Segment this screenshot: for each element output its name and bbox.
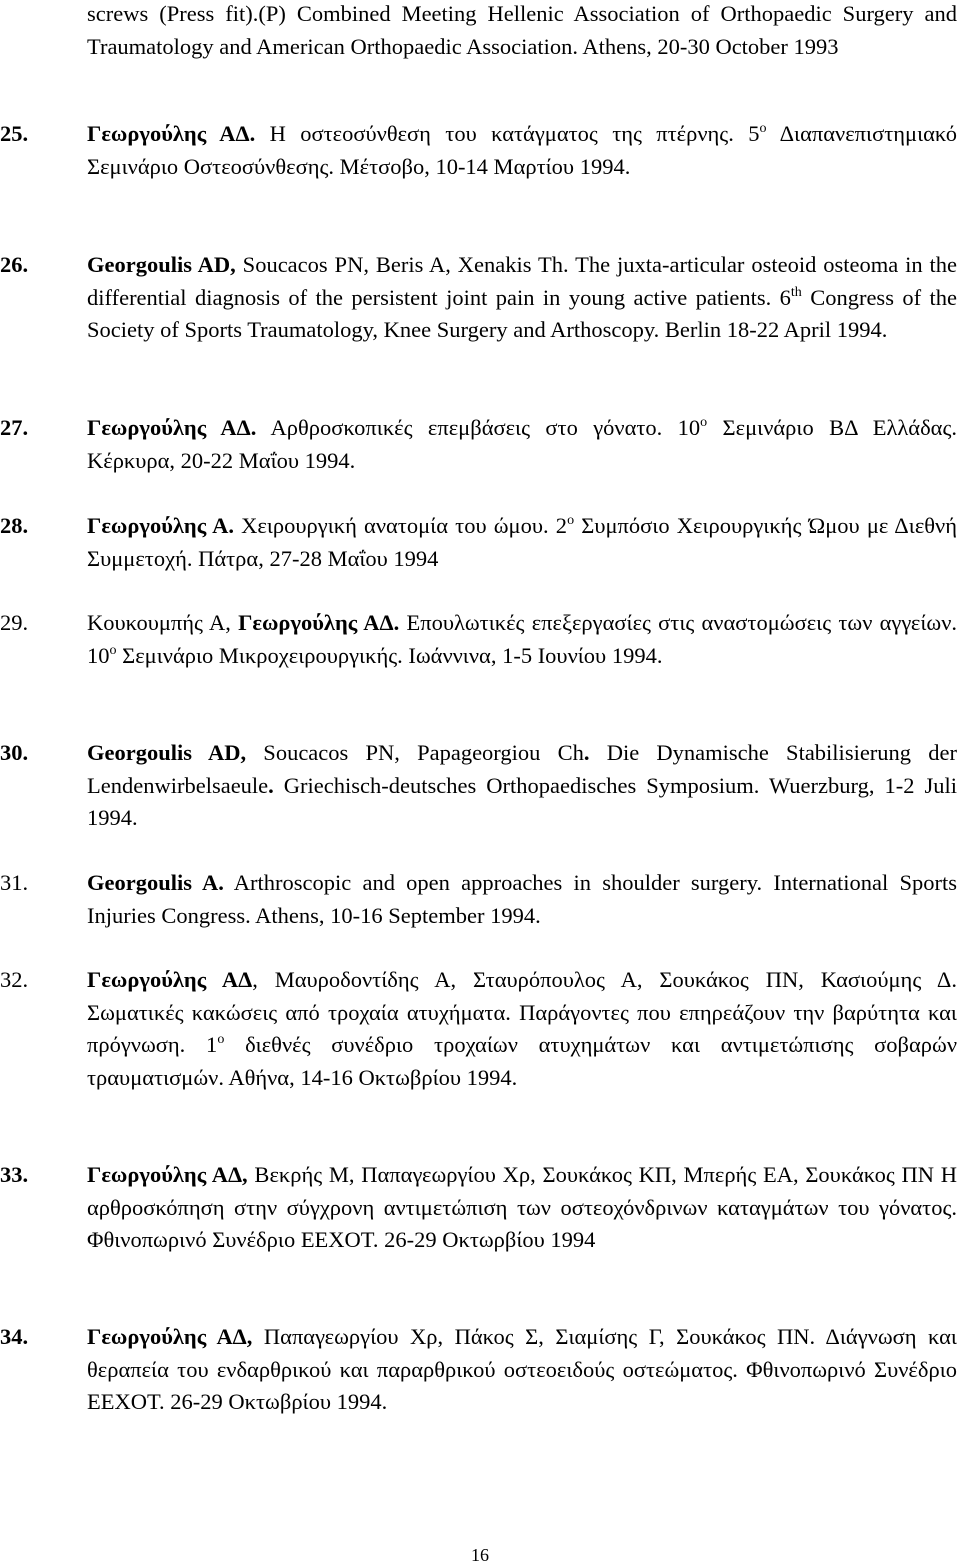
reference-item [0,412,957,477]
reference-text: Κουκουμπής Α, [87,610,239,635]
author-text: Georgoulis A. [87,870,224,895]
reference-number: 30. [0,740,29,765]
reference-number: 31. [0,870,29,895]
reference-item [0,867,957,932]
reference-text: Διαπανεπιστημιακό Σεμινάριο Οστεοσύνθεσης. Μέτσοβο, 10-14 Μαρτίου 1994. [87,121,957,179]
reference-item [0,118,957,183]
reference-text: Σεμινάριο Μικροχειρουργικής. Ιωάννινα, 1-5 Ιουνίου 1994. [116,642,663,668]
reference-text: Επουλωτικές επεξεργασίες στις αναστομώσεις των αγγείων. 10 [87,610,957,668]
superscript: ο [567,513,575,528]
reference-text: διεθνές συνέδριο τροχαίων ατυχημάτων και αντιμετώπισης σοβαρών τραυματισμών. Αθήνα, 14-16 Οκτωβρίου 1994. [87,1032,957,1090]
reference-number: 34. [0,1324,29,1349]
author-text: Γεωργούλης ΑΔ, [87,1162,248,1187]
reference-item [0,1321,957,1419]
reference-item [0,1159,957,1257]
reference-text: , Μαυροδοντίδης Α, Σταυρόπουλος Α, Σουκάκος ΠΝ, Κασιούμης Δ. Σωματικές κακώσεις από τροχαία ατυχήματα. Παράγοντες που επηρεάζουν την βαρύτητα και πρόγνωση. 1 [87,967,957,1057]
reference-number: 32. [0,967,29,992]
author-text: Γεωργούλης ΑΔ [87,967,253,992]
author-text: . [268,772,274,798]
reference-item [0,607,957,672]
reference-item [0,510,957,575]
reference-number: 28. [0,513,29,538]
continuation-text: screws (Press fit).(P) Combined Meeting Hellenic Association of Orthopaedic Surgery and Traumatology and American Orthopaedic Association. Athens, 20-30 October 1993 [87,1,957,59]
reference-number: 27. [0,415,29,440]
superscript: ο [217,1032,225,1047]
reference-text: Αρθροσκοπικές επεμβάσεις στο γόνατο. 10 [256,415,701,440]
reference-text: Die Dynamische Stabilisierung der Lendenwirbelsaeule [87,740,957,798]
reference-item [0,249,958,347]
reference-text: Η οστεοσύνθεση του κατάγματος της πτέρνης. 5 [255,121,760,146]
reference-text: Σεμινάριο ΒΔ Ελλάδας. Κέρκυρα, 20-22 Μαΐου 1994. [87,415,957,473]
reference-item [0,964,957,1094]
author-text: Γεωργούλης ΑΔ. [238,610,400,635]
superscript: ο [700,415,708,430]
reference-number: 26. [0,252,29,277]
reference-text: Χειρουργική ανατομία του ώμου. 2 [234,513,568,538]
author-text: . [583,740,590,765]
reference-number: 25. [0,121,29,146]
reference-number: 33. [0,1162,29,1187]
author-text: Γεωργούλης ΑΔ. [87,415,257,440]
reference-text: Βεκρής Μ, Παπαγεωργίου Χρ, Σουκάκος ΚΠ, Μπερής ΕΑ, Σουκάκος ΠΝ Η αρθροσκόπηση στην σύγχρονη αντιμετώπιση των οστεοχόνδρινων καταγμάτων του γόνατος. Φθινοπωρινό Συνέδριο ΕΕΧΟΤ. 26-29 Οκτωρβίου 1994 [87,1162,957,1252]
author-text: Georgoulis AD, [87,252,236,277]
superscript: ο [759,121,767,136]
reference-text: Παπαγεωργίου Χρ, Πάκος Σ, Σιαμίσης Γ, Σουκάκος ΠΝ. Διάγνωση και θεραπεία του ενδαρθρικού και παραρθρικού οστεοειδούς οστεώματος. Φθινοπωρινό Συνέδριο ΕΕΧΟΤ. 26-29 Οκτωβρίου 1994. [87,1324,957,1414]
reference-text: Soucacos PN, Beris A, Xenakis Th. The juxta-articular osteoid osteoma in the differential diagnosis of the persistent joint pain in young active patients. 6 [87,252,957,310]
reference-text: Soucacos PN, Papageorgiou Ch [246,740,584,765]
page-number: 16 [471,1545,489,1565]
reference-item [0,737,957,835]
reference-text: Συμπόσιο Χειρουργικής Ώμου με Διεθνή Συμμετοχή. Πάτρα, 27-28 Μαΐου 1994 [87,513,957,571]
superscript: th [790,284,802,300]
author-text: Georgoulis AD, [87,740,247,765]
author-text: Γεωργούλης ΑΔ, [87,1324,253,1349]
reference-text: Griechisch-deutsches Orthopaedisches Symposium. Wuerzburg, 1-2 Juli 1994. [87,772,957,830]
author-text: Γεωργούλης Α. [87,513,234,538]
superscript: ο [109,642,117,658]
reference-text: Arthroscopic and open approaches in shoulder surgery. International Sports Injuries Congress. Athens, 10-16 September 1994. [87,870,957,928]
reference-text: Congress of the Society of Sports Traumatology, Knee Surgery and Arthoscopy. Berlin 18-22 April 1994. [87,284,958,342]
author-text: Γεωργούλης ΑΔ. [87,121,256,146]
reference-number: 29. [0,610,29,635]
